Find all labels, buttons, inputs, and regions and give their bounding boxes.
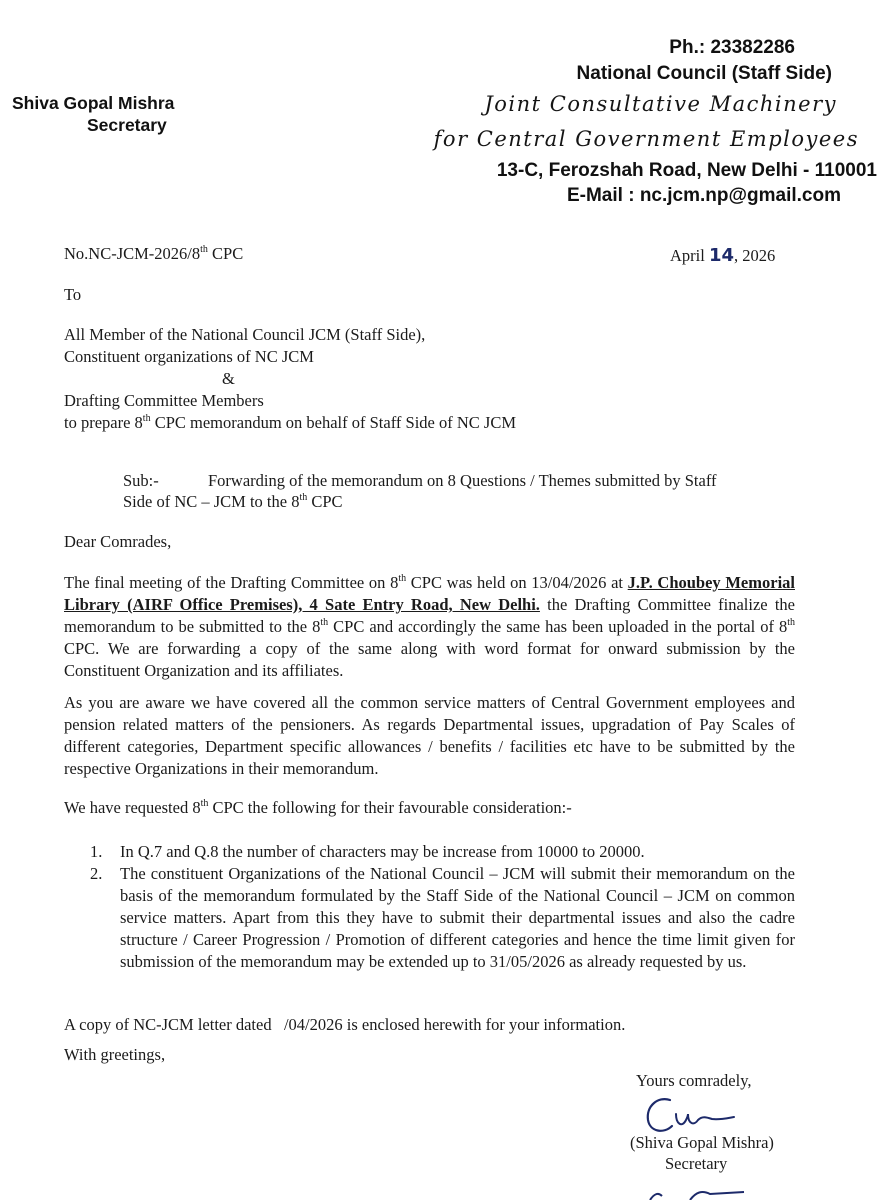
sender-block: [12, 92, 174, 136]
reference-number: No.NC-JCM-2026/8th CPC: [64, 244, 244, 263]
closing: Yours comradely,: [636, 1071, 752, 1090]
paragraph-meeting: The final meeting of the Drafting Committee on 8th CPC was held on 13/04/2026 at J.P. Choubey Memorial Library (AIRF Office Premises), 4 Sate Entry Road, New Delhi. the Drafting Committee finalize the memorandum to be submitted to the 8th CPC and accordingly the same has been uploaded in the portal of 8th CPC. We are forwarding a copy of the same along with word format for onward submission by the Constituent Organization and its affiliates.: [64, 573, 795, 680]
recipient-line: to prepare 8th CPC memorandum on behalf of Staff Side of NC JCM: [64, 413, 517, 432]
recipient-ampersand: &: [222, 369, 235, 388]
org-address: 13-C, Ferozshah Road, New Delhi - 110001: [496, 160, 877, 181]
paragraph-coverage: As you are aware we have covered all the common service matters of Central Government employees and pension related matters of the pensioners. As regards Departmental issues, upgradation of Pay Scales of different categories, Department specific allowances / benefits / facilities etc have to be submitted by the respective Organizations in their memorandum.: [64, 693, 795, 778]
recipient-line: All Member of the National Council JCM (Staff Side),: [64, 325, 426, 344]
enclosure-note: A copy of NC-JCM letter dated /04/2026 is enclosed herewith for your information.: [64, 1015, 626, 1034]
letterhead-script-line1: Joint Consultative Machinery: [484, 92, 837, 116]
sender-name: Shiva Gopal Mishra: [12, 93, 175, 113]
recipients-block: [64, 324, 516, 434]
letter-date: April 14, 2026: [670, 245, 776, 266]
sender-title: Secretary: [87, 115, 167, 135]
signatory-name: (Shiva Gopal Mishra): [630, 1133, 774, 1152]
subject-line: Forwarding of the memorandum on 8 Questions / Themes submitted by Staff: [208, 471, 717, 490]
signatory-title: Secretary: [665, 1154, 728, 1173]
org-email: E-Mail : nc.jcm.np@gmail.com: [566, 185, 841, 206]
salutation: Dear Comrades,: [64, 532, 172, 551]
list-item: 2. The constituent Organizations of the National Council – JCM will submit their memorandum on the basis of the memorandum formulated by the Staff Side of the National Council – JCM on common service matters. Apart from this they have to submit their departmental issues and also the cadre structure / Career Progression / Promotion of different categories and hence the time limit given for submission of the memorandum may be extended up to 31/05/2026 as already requested by us.: [90, 864, 795, 971]
requests-list: [90, 841, 795, 973]
list-item: 1. In Q.7 and Q.8 the number of characters may be increase from 10000 to 20000.: [90, 842, 645, 861]
greeting: With greetings,: [64, 1045, 166, 1064]
paragraph-requests-intro: We have requested 8th CPC the following for their favourable consideration:-: [64, 798, 572, 817]
subject-label: Sub:-: [123, 471, 159, 490]
recipient-line: Constituent organizations of NC JCM: [64, 347, 314, 366]
cropped-stamp-mark: [640, 1186, 750, 1200]
phone-number: Ph.: 23382286: [669, 37, 795, 58]
to-label: To: [64, 285, 82, 304]
meeting-venue: J.P. Choubey Memorial Library (AIRF Office Premises), 4 Sate Entry Road, New Delhi.: [64, 573, 795, 614]
org-name: National Council (Staff Side): [576, 63, 832, 84]
subject-line: Side of NC – JCM to the 8th CPC: [123, 492, 343, 511]
handwritten-day: 14: [708, 245, 735, 266]
recipient-line: Drafting Committee Members: [64, 391, 264, 410]
letterhead-script-line2: for Central Government Employees: [433, 127, 859, 151]
